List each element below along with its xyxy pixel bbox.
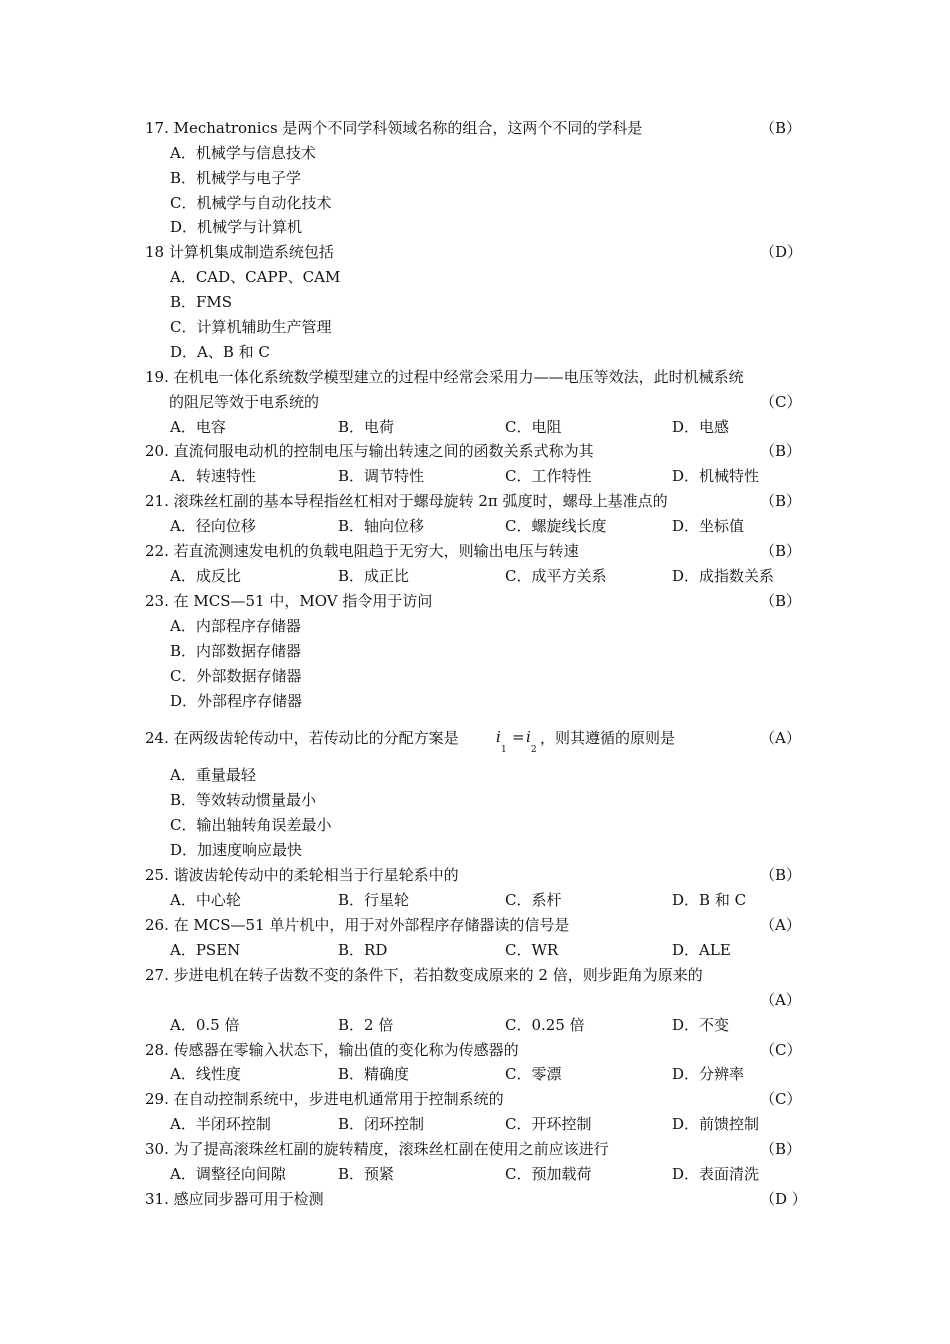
option-d: D．电感 [672, 418, 730, 436]
option-b: B．成正比 [338, 567, 410, 585]
answer-key: （B） [760, 442, 802, 460]
option-d: D．成指数关系 [672, 567, 775, 585]
answer-key: （C） [760, 393, 802, 411]
option-b: B．RD [338, 941, 388, 959]
formula-equals: = [512, 728, 525, 746]
ratio-formula [494, 723, 544, 753]
option-a: A．PSEN [170, 941, 241, 959]
question-text-continued: 的阻尼等效于电系统的 [169, 393, 320, 411]
question-text-before: 24. 在两级齿轮传动中，若传动比的分配方案是 [145, 729, 459, 747]
option-a: A．径向位移 [170, 517, 256, 535]
question-text: 31. 感应同步器可用于检测 [145, 1190, 324, 1208]
option-b: B．预紧 [338, 1165, 395, 1183]
option-a: A．内部程序存储器 [170, 617, 301, 635]
option-b: B．行星轮 [338, 891, 410, 909]
question-text: 28. 传感器在零输入状态下，输出值的变化称为传感器的 [145, 1041, 519, 1059]
option-a: A．电容 [170, 418, 226, 436]
question-text: 20. 直流伺服电动机的控制电压与输出转速之间的函数关系式称为其 [145, 442, 594, 460]
answer-key: （B） [760, 492, 802, 510]
answer-key: （D ） [760, 1190, 807, 1208]
option-d: D．分辨率 [672, 1065, 745, 1083]
question-text: 21. 滚珠丝杠副的基本导程指丝杠相对于螺母旋转 2π 弧度时，螺母上基准点的 [145, 492, 668, 510]
answer-key: （B） [760, 1140, 802, 1158]
option-a: A．重量最轻 [170, 766, 256, 784]
option-c: C．工作特性 [505, 467, 592, 485]
option-d: D．B 和 C [672, 891, 747, 909]
question-text-after: ，则其遵循的原则是 [540, 729, 676, 747]
option-c: C．输出轴转角误差最小 [170, 816, 332, 834]
option-a: A．半闭环控制 [170, 1115, 271, 1133]
option-c: C．开环控制 [505, 1115, 592, 1133]
option-b: B．电荷 [338, 418, 395, 436]
question-text: 23. 在 MCS—51 中，MOV 指令用于访问 [145, 592, 433, 610]
option-c: C．零漂 [505, 1065, 562, 1083]
option-c: C．WR [505, 941, 559, 959]
option-d: D．不变 [672, 1016, 730, 1034]
formula-i2: i [526, 728, 531, 746]
answer-key: （B） [760, 592, 802, 610]
option-c: C．计算机辅助生产管理 [170, 318, 332, 336]
answer-key: （A） [760, 916, 801, 934]
answer-key: （C） [760, 1041, 802, 1059]
option-c: C．机械学与自动化技术 [170, 194, 332, 212]
option-b: B．FMS [170, 293, 233, 311]
option-a: A．线性度 [170, 1065, 241, 1083]
option-d: D．表面清洗 [672, 1165, 760, 1183]
option-a: A．中心轮 [170, 891, 241, 909]
answer-key: （C） [760, 1090, 802, 1108]
option-b: B．等效转动惯量最小 [170, 791, 317, 809]
question-text: 22. 若直流测速发电机的负载电阻趋于无穷大，则输出电压与转速 [145, 542, 579, 560]
question-text: 30. 为了提高滚珠丝杠副的旋转精度，滚珠丝杠副在使用之前应该进行 [145, 1140, 609, 1158]
option-b: B．轴向位移 [338, 517, 425, 535]
option-c: C．预加载荷 [505, 1165, 592, 1183]
option-d: D．A、B 和 C [170, 343, 270, 361]
answer-key: （B） [760, 866, 802, 884]
option-a: A．机械学与信息技术 [170, 144, 316, 162]
option-c: C．0.25 倍 [505, 1016, 585, 1034]
option-a: A．0.5 倍 [170, 1016, 240, 1034]
option-d: D．外部程序存储器 [170, 692, 303, 710]
question-text: 17. Mechatronics 是两个不同学科领域名称的组合，这两个不同的学科是 [145, 119, 643, 137]
question-text: 18 计算机集成制造系统包括 [145, 243, 334, 261]
question-text: 27. 步进电机在转子齿数不变的条件下，若拍数变成原来的 2 倍，则步距角为原来的 [145, 966, 703, 984]
option-c: C．外部数据存储器 [170, 667, 302, 685]
question-text: 25. 谐波齿轮传动中的柔轮相当于行星轮系中的 [145, 866, 459, 884]
answer-key: （A） [760, 729, 801, 747]
formula-sub-1: 1 [501, 745, 507, 755]
option-c: C．电阻 [505, 418, 562, 436]
option-b: B．2 倍 [338, 1016, 394, 1034]
formula-i1: i [496, 728, 501, 746]
option-b: B．精确度 [338, 1065, 410, 1083]
question-text: 29. 在自动控制系统中，步进电机通常用于控制系统的 [145, 1090, 504, 1108]
answer-key: （B） [760, 119, 802, 137]
option-d: D．加速度响应最快 [170, 841, 303, 859]
option-a: A．调整径向间隙 [170, 1165, 286, 1183]
question-text [145, 727, 459, 749]
option-b: B．调节特性 [338, 467, 425, 485]
option-a: A．CAD、CAPP、CAM [170, 268, 341, 286]
question-text: 19. 在机电一体化系统数学模型建立的过程中经常会采用力——电压等效法，此时机械系统 [145, 368, 744, 386]
question-text: 26. 在 MCS—51 单片机中，用于对外部程序存储器读的信号是 [145, 916, 570, 934]
option-d: D．坐标值 [672, 517, 745, 535]
option-a: A．转速特性 [170, 467, 256, 485]
option-c: C．系杆 [505, 891, 562, 909]
option-a: A．成反比 [170, 567, 241, 585]
answer-key: （D） [760, 243, 803, 261]
option-b: B．闭环控制 [338, 1115, 425, 1133]
option-b: B．机械学与电子学 [170, 169, 302, 187]
option-d: D．ALE [672, 941, 731, 959]
answer-key: （B） [760, 542, 802, 560]
option-d: D．机械特性 [672, 467, 760, 485]
option-b: B．内部数据存储器 [170, 642, 302, 660]
answer-key: （A） [760, 991, 801, 1009]
option-d: D．前馈控制 [672, 1115, 760, 1133]
option-c: C．螺旋线长度 [505, 517, 607, 535]
option-c: C．成平方关系 [505, 567, 607, 585]
formula-sub-2: 2 [531, 745, 537, 755]
option-d: D．机械学与计算机 [170, 218, 303, 236]
